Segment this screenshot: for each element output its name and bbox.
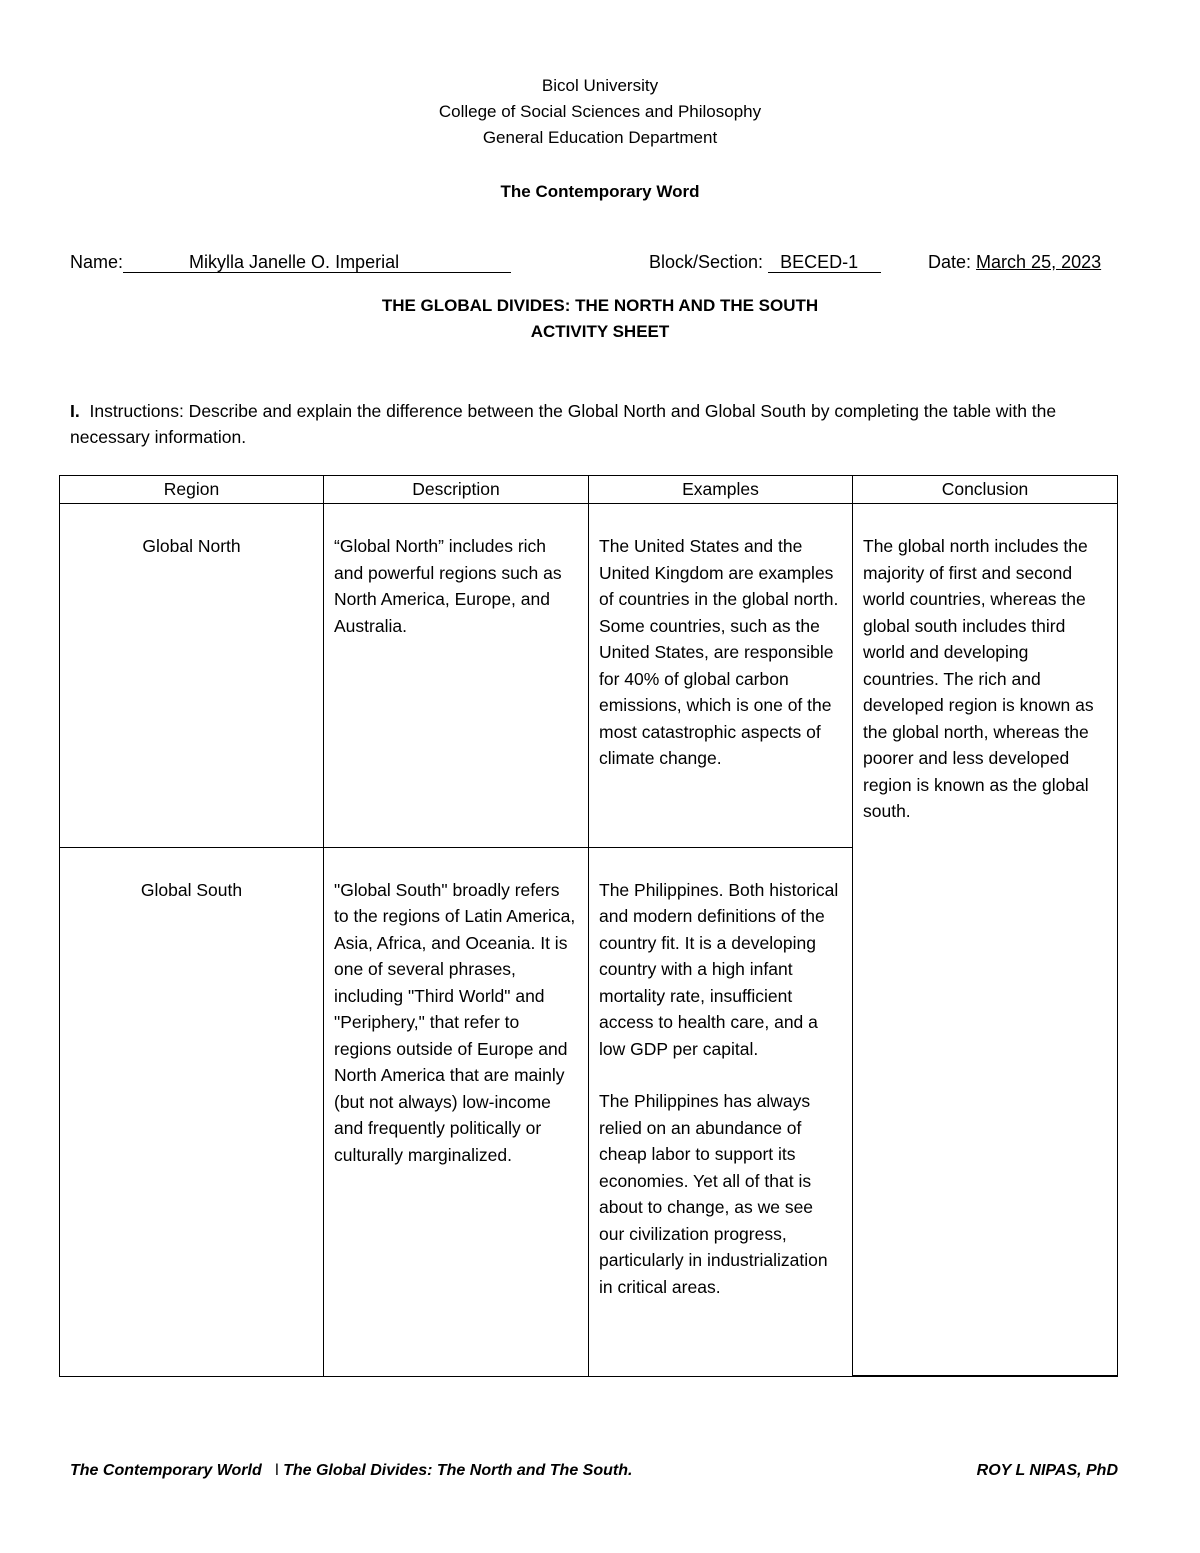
date-field — [928, 250, 1101, 274]
section-label: Block/Section: — [649, 252, 764, 272]
section-value: BECED-1 — [768, 251, 881, 273]
instructions — [70, 398, 1130, 450]
header-conclusion: Conclusion — [853, 476, 1118, 504]
footer-separator: l — [275, 1462, 279, 1479]
header-description: Description — [324, 476, 589, 504]
examples-paragraph: The United States and the United Kingdom are examples of countries in the global north. Some countries, such as the United States, are responsible for 40% of global carbon emissions, which is one of the most catastrophic aspects of climate change. — [599, 536, 839, 768]
date-value: March 25, 2023 — [976, 252, 1102, 272]
table-row-global-north — [60, 504, 1118, 848]
activity-title: THE GLOBAL DIVIDES: THE NORTH AND THE SOUTH — [381, 296, 819, 315]
conclusion-cell: The global north includes the majority of first and second world countries, whereas the global south includes third world and developing countries. The rich and developed region is known as the global north, whereas the poorer and less developed region is known as the global south. — [853, 504, 1118, 1377]
examples-cell — [589, 847, 853, 1376]
name-field — [70, 250, 511, 274]
page-footer — [70, 1460, 1118, 1482]
college-name: College of Social Sciences and Philosophy — [438, 102, 762, 121]
footer-author: ROY L NIPAS, PhD — [976, 1462, 1118, 1479]
activity-subtitle: ACTIVITY SHEET — [530, 322, 670, 341]
region-cell: Global South — [60, 847, 324, 1376]
header-region: Region — [60, 476, 324, 504]
course-title: The Contemporary Word — [500, 182, 700, 201]
department-name: General Education Department — [482, 128, 718, 147]
examples-cell — [589, 504, 853, 848]
instructions-number: I. — [70, 401, 80, 421]
description-cell: “Global North” includes rich and powerful regions such as North America, Europe, and Australia. — [324, 504, 589, 848]
instructions-text: Instructions: Describe and explain the difference between the Global North and Global South by completing the table with the necessary information. — [70, 401, 1057, 447]
university-name: Bicol University — [541, 76, 659, 95]
activity-table — [59, 475, 1118, 1377]
section-field — [649, 250, 881, 274]
footer-topic: The Global Divides: The North and The South. — [283, 1462, 633, 1479]
date-label: Date: — [928, 252, 972, 272]
name-value: Mikylla Janelle O. Imperial — [123, 251, 511, 273]
header-examples: Examples — [589, 476, 853, 504]
examples-paragraph: The Philippines has always relied on an abundance of cheap labor to support its economies. Yet all of that is about to change, as we see our civilization progress, particularly in industrialization in critical areas. — [599, 1091, 828, 1297]
description-cell: "Global South" broadly refers to the regions of Latin America, Asia, Africa, and Oceania. It is one of several phrases, including "Third World" and "Periphery," that refer to regions outside of Europe and North America that are mainly (but not always) low-income and frequently politically or culturally marginalized. — [324, 847, 589, 1376]
region-cell: Global North — [60, 504, 324, 848]
examples-paragraph: The Philippines. Both historical and modern definitions of the country fit. It is a developing country with a high infant mortality rate, insufficient access to health care, and a low GDP per capital. — [599, 879, 839, 1059]
table-header-row — [60, 476, 1118, 504]
name-label: Name: — [70, 252, 124, 272]
footer-course: The Contemporary World — [70, 1462, 262, 1479]
